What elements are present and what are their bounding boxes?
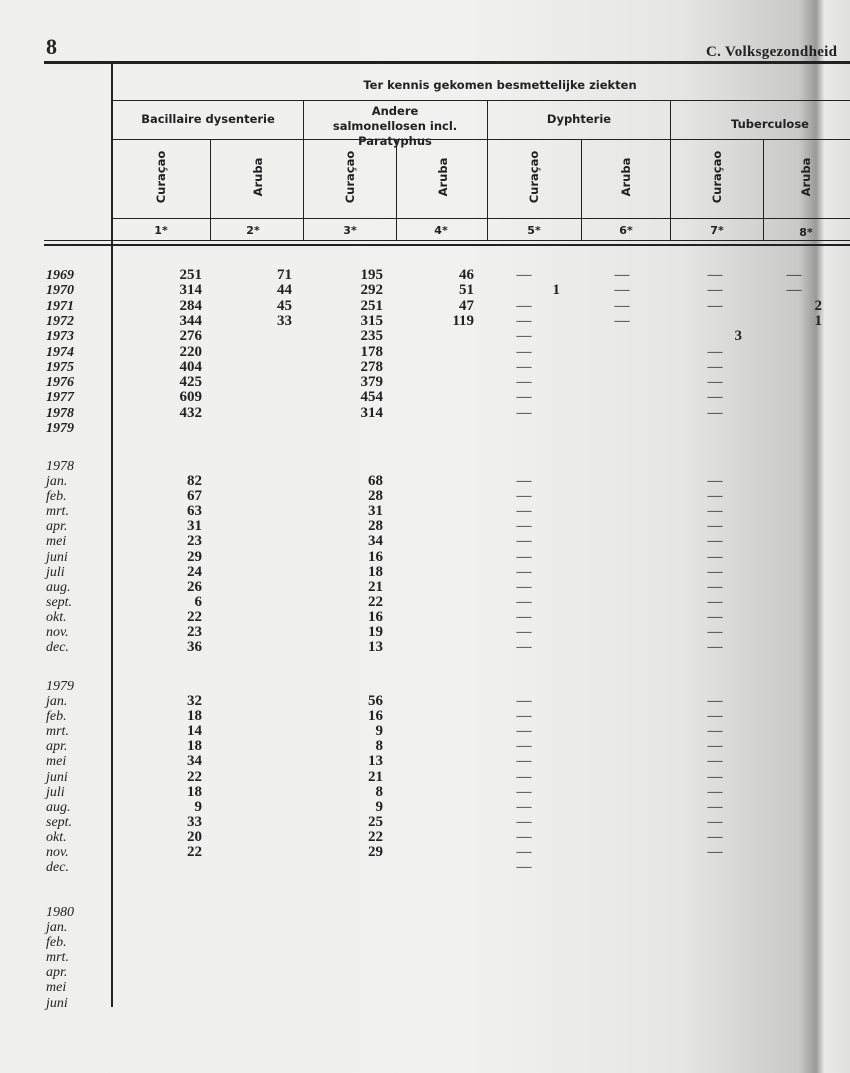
table-title: Ter kennis gekomen besmettelijke ziekten	[363, 78, 637, 92]
table-cell: 454	[360, 389, 383, 406]
table-cell: —	[516, 297, 532, 314]
table-cell: —	[516, 328, 532, 345]
table-cell: —	[516, 518, 532, 535]
table-cell: 13	[368, 639, 383, 656]
table-cell: 6	[194, 593, 202, 610]
table-cell: —	[516, 358, 532, 375]
table-cell: 9	[375, 723, 383, 740]
row-label: 1979	[46, 421, 74, 436]
table-cell: 19	[368, 624, 383, 640]
table-cell: —	[516, 593, 532, 610]
subcolumn-header: Aruba	[251, 157, 265, 197]
table-cell: 22	[368, 828, 383, 845]
table-cell: —	[516, 488, 532, 505]
group-header-salmonellosen: Andere salmonellosen incl. Paratyphus	[332, 104, 458, 148]
table-cell: —	[707, 548, 723, 565]
section-title: C. Volksgezondheid	[706, 44, 838, 60]
column-number: 3*	[343, 224, 357, 237]
column-number: 4*	[434, 224, 448, 237]
group-header-dyphterie: Dyphterie	[546, 112, 612, 126]
table-cell: —	[614, 282, 630, 299]
row-label: 1977	[46, 390, 74, 406]
table-cell: 609	[179, 389, 202, 406]
row-label: jan.	[46, 694, 68, 709]
table-cell: —	[707, 358, 723, 375]
row-label: mrt.	[46, 724, 69, 740]
table-cell: 16	[368, 608, 383, 625]
table-cell: 220	[179, 343, 202, 360]
subcolumn-header: Curaçao	[710, 150, 724, 204]
row-label: aug.	[46, 799, 71, 815]
table-cell: 68	[368, 473, 383, 489]
table-cell: 28	[368, 488, 383, 505]
row-label: feb.	[46, 935, 67, 951]
table-cell: 8	[375, 783, 383, 800]
table-cell: —	[707, 488, 723, 505]
table-cell: —	[614, 312, 630, 329]
table-cell: —	[614, 267, 630, 283]
table-cell: —	[516, 374, 532, 391]
table-cell: 26	[187, 578, 202, 595]
table-cell: —	[707, 389, 723, 406]
table-cell: 8	[375, 738, 383, 755]
row-label: 1974	[46, 344, 74, 360]
table-cell: 1	[814, 312, 822, 329]
table-cell: 33	[187, 813, 202, 830]
table-cell: 29	[187, 548, 202, 565]
table-cell: —	[707, 267, 723, 283]
table-cell: 13	[368, 753, 383, 770]
table-cell: —	[707, 503, 723, 520]
table-cell: —	[516, 813, 532, 830]
table-cell: 315	[360, 312, 383, 329]
table-cell: —	[707, 563, 723, 580]
table-cell: 404	[179, 358, 202, 375]
table-cell: 9	[194, 798, 202, 815]
row-label: 1978	[46, 405, 74, 421]
table-cell: 2	[814, 297, 822, 314]
table-cell: 14	[187, 723, 202, 740]
row-label: apr.	[46, 519, 68, 535]
row-label: mrt.	[46, 504, 69, 520]
table-cell: —	[516, 639, 532, 656]
subcol-divider	[396, 139, 397, 240]
table-cell: 33	[277, 312, 292, 329]
table-cell: 18	[187, 708, 202, 725]
table-cell: —	[707, 723, 723, 740]
table-cell: 276	[179, 328, 202, 345]
table-cell: —	[707, 738, 723, 755]
table-cell: 32	[187, 693, 202, 709]
table-cell: —	[516, 548, 532, 565]
column-number: 1*	[154, 224, 168, 237]
table-cell: 21	[368, 578, 383, 595]
top-rule	[44, 61, 850, 64]
group-header-tuberculose: Tuberculose	[731, 117, 809, 131]
table-cell: —	[707, 768, 723, 785]
table-cell: —	[707, 639, 723, 656]
row-label: feb.	[46, 709, 67, 725]
table-cell: —	[707, 297, 723, 314]
row-label: sept.	[46, 814, 73, 830]
table-cell: 379	[360, 374, 383, 391]
table-cell: —	[516, 708, 532, 725]
table-cell: —	[516, 828, 532, 845]
table-cell: —	[707, 693, 723, 709]
row-label: 1970	[46, 283, 74, 299]
subcol-divider	[763, 139, 764, 240]
row-label: apr.	[46, 965, 68, 981]
table-cell: 44	[277, 282, 292, 299]
table-cell: —	[707, 624, 723, 640]
table-cell: —	[516, 753, 532, 770]
table-cell: 21	[368, 768, 383, 785]
table-cell: 56	[368, 693, 383, 709]
table-cell: 18	[368, 563, 383, 580]
group-divider	[303, 100, 304, 240]
table-cell: 34	[368, 533, 383, 550]
row-label: dec.	[46, 860, 69, 876]
table-cell: 25	[368, 813, 383, 830]
row-label: sept.	[46, 594, 73, 610]
table-cell: —	[707, 783, 723, 800]
table-cell: —	[516, 738, 532, 755]
subcol-divider	[210, 139, 211, 240]
table-cell: 46	[459, 267, 474, 283]
table-cell: 45	[277, 297, 292, 314]
subcolumn-header: Aruba	[436, 157, 450, 197]
table-cell: —	[516, 723, 532, 740]
table-cell: —	[516, 783, 532, 800]
table-cell: 71	[277, 267, 292, 283]
table-cell: —	[516, 473, 532, 489]
table-cell: 314	[179, 282, 202, 299]
row-label: juli	[46, 784, 65, 800]
table-cell: —	[516, 503, 532, 520]
table-cell: 119	[452, 312, 474, 329]
subcolumn-header: Curaçao	[527, 150, 541, 204]
row-label: feb.	[46, 489, 67, 505]
subcolumn-header: Aruba	[619, 157, 633, 197]
row-label: jan.	[46, 920, 68, 935]
table-cell: 20	[187, 828, 202, 845]
column-number: 8*	[799, 226, 813, 239]
row-label: 1972	[46, 313, 74, 329]
table-cell: 22	[368, 593, 383, 610]
row-label: mei	[46, 534, 67, 550]
table-cell: —	[707, 343, 723, 360]
table-cell: 344	[179, 312, 202, 329]
subcolumn-header: Curaçao	[154, 150, 168, 204]
table-cell: —	[614, 297, 630, 314]
table-cell: 16	[368, 708, 383, 725]
table-cell: —	[516, 312, 532, 329]
block-year-heading: 1979	[46, 679, 74, 694]
table-cell: 425	[179, 374, 202, 391]
subcol-divider	[581, 139, 582, 240]
table-cell: —	[707, 798, 723, 815]
table-cell: —	[707, 374, 723, 391]
row-label: juni	[46, 769, 68, 785]
table-cell: —	[707, 608, 723, 625]
table-cell: —	[516, 693, 532, 709]
subcolumn-header: Aruba	[799, 157, 813, 197]
table-cell: 28	[368, 518, 383, 535]
row-label: nov.	[46, 625, 69, 640]
table-cell: 9	[375, 798, 383, 815]
table-cell: 16	[368, 548, 383, 565]
subcolumn-header: Curaçao	[343, 150, 357, 204]
header-bottom-rule	[44, 240, 850, 241]
row-label: dec.	[46, 640, 69, 656]
row-label: 1973	[46, 329, 74, 345]
row-label: 1969	[46, 268, 74, 283]
table-cell: —	[516, 563, 532, 580]
table-cell: 1	[552, 282, 560, 299]
row-label: mrt.	[46, 950, 69, 966]
table-cell: 31	[187, 518, 202, 535]
row-label: aug.	[46, 579, 71, 595]
table-cell: 251	[360, 297, 383, 314]
table-cell: —	[707, 518, 723, 535]
table-cell: —	[707, 473, 723, 489]
table-cell: —	[707, 578, 723, 595]
table-cell: 18	[187, 738, 202, 755]
column-number: 2*	[246, 224, 260, 237]
table-cell: 51	[459, 282, 474, 299]
table-cell: —	[516, 389, 532, 406]
table-cell: 31	[368, 503, 383, 520]
column-number: 7*	[710, 224, 724, 237]
table-cell: 3	[734, 328, 742, 345]
row-label: okt.	[46, 829, 67, 845]
table-cell: —	[707, 282, 723, 299]
row-label: mei	[46, 980, 67, 996]
table-cell: 22	[187, 844, 202, 860]
table-cell: —	[516, 343, 532, 360]
row-label: jan.	[46, 474, 68, 489]
table-cell: 82	[187, 473, 202, 489]
table-cell: —	[516, 608, 532, 625]
row-label: nov.	[46, 845, 69, 860]
table-cell: —	[707, 753, 723, 770]
table-cell: 432	[179, 404, 202, 421]
table-cell: —	[516, 624, 532, 640]
table-cell: —	[516, 768, 532, 785]
group-divider	[670, 100, 671, 240]
table-cell: 34	[187, 753, 202, 770]
table-cell: 24	[187, 563, 202, 580]
page-number: 8	[46, 34, 57, 59]
table-cell: 23	[187, 624, 202, 640]
block-year-heading: 1980	[46, 905, 74, 920]
table-cell: 278	[360, 358, 383, 375]
table-cell: —	[516, 578, 532, 595]
row-label: mei	[46, 754, 67, 770]
block-year-heading: 1978	[46, 459, 74, 474]
table-cell: 67	[187, 488, 202, 505]
table-cell: —	[516, 859, 532, 876]
table-cell: —	[707, 813, 723, 830]
row-label: juli	[46, 564, 65, 580]
title-underline	[112, 100, 850, 101]
row-label: apr.	[46, 739, 68, 755]
table-cell: —	[707, 533, 723, 550]
row-label: 1975	[46, 359, 74, 375]
group-header-dysenterie: Bacillaire dysenterie	[141, 112, 275, 126]
table-cell: 36	[187, 639, 202, 656]
table-cell: 284	[179, 297, 202, 314]
table-cell: 18	[187, 783, 202, 800]
table-cell: —	[786, 282, 802, 299]
group-underline	[112, 139, 850, 140]
table-cell: —	[707, 708, 723, 725]
table-cell: —	[516, 798, 532, 815]
table-cell: —	[516, 267, 532, 283]
table-cell: —	[707, 404, 723, 421]
table-cell: 195	[360, 267, 383, 283]
table-cell: 314	[360, 404, 383, 421]
column-number: 5*	[527, 224, 541, 237]
table-cell: 29	[368, 844, 383, 860]
subcol-underline	[112, 218, 850, 219]
table-cell: 22	[187, 608, 202, 625]
table-cell: —	[707, 828, 723, 845]
table-cell: 23	[187, 533, 202, 550]
table-cell: 251	[179, 267, 202, 283]
row-label: 1971	[46, 298, 74, 314]
table-cell: 63	[187, 503, 202, 520]
table-cell: —	[707, 844, 723, 860]
table-cell: 235	[360, 328, 383, 345]
table-cell: —	[516, 533, 532, 550]
table-cell: 22	[187, 768, 202, 785]
stub-vertical-rule	[111, 62, 113, 1007]
table-cell: 47	[459, 297, 474, 314]
table-cell: —	[707, 593, 723, 610]
row-label: juni	[46, 995, 68, 1011]
table-cell: 178	[360, 343, 383, 360]
table-cell: —	[786, 267, 802, 283]
column-number: 6*	[619, 224, 633, 237]
row-label: okt.	[46, 609, 67, 625]
row-label: 1976	[46, 375, 74, 391]
table-cell: —	[516, 844, 532, 860]
table-cell: 292	[360, 282, 383, 299]
table-cell: —	[516, 404, 532, 421]
row-label: juni	[46, 549, 68, 565]
header-bottom-rule-2	[44, 244, 850, 246]
